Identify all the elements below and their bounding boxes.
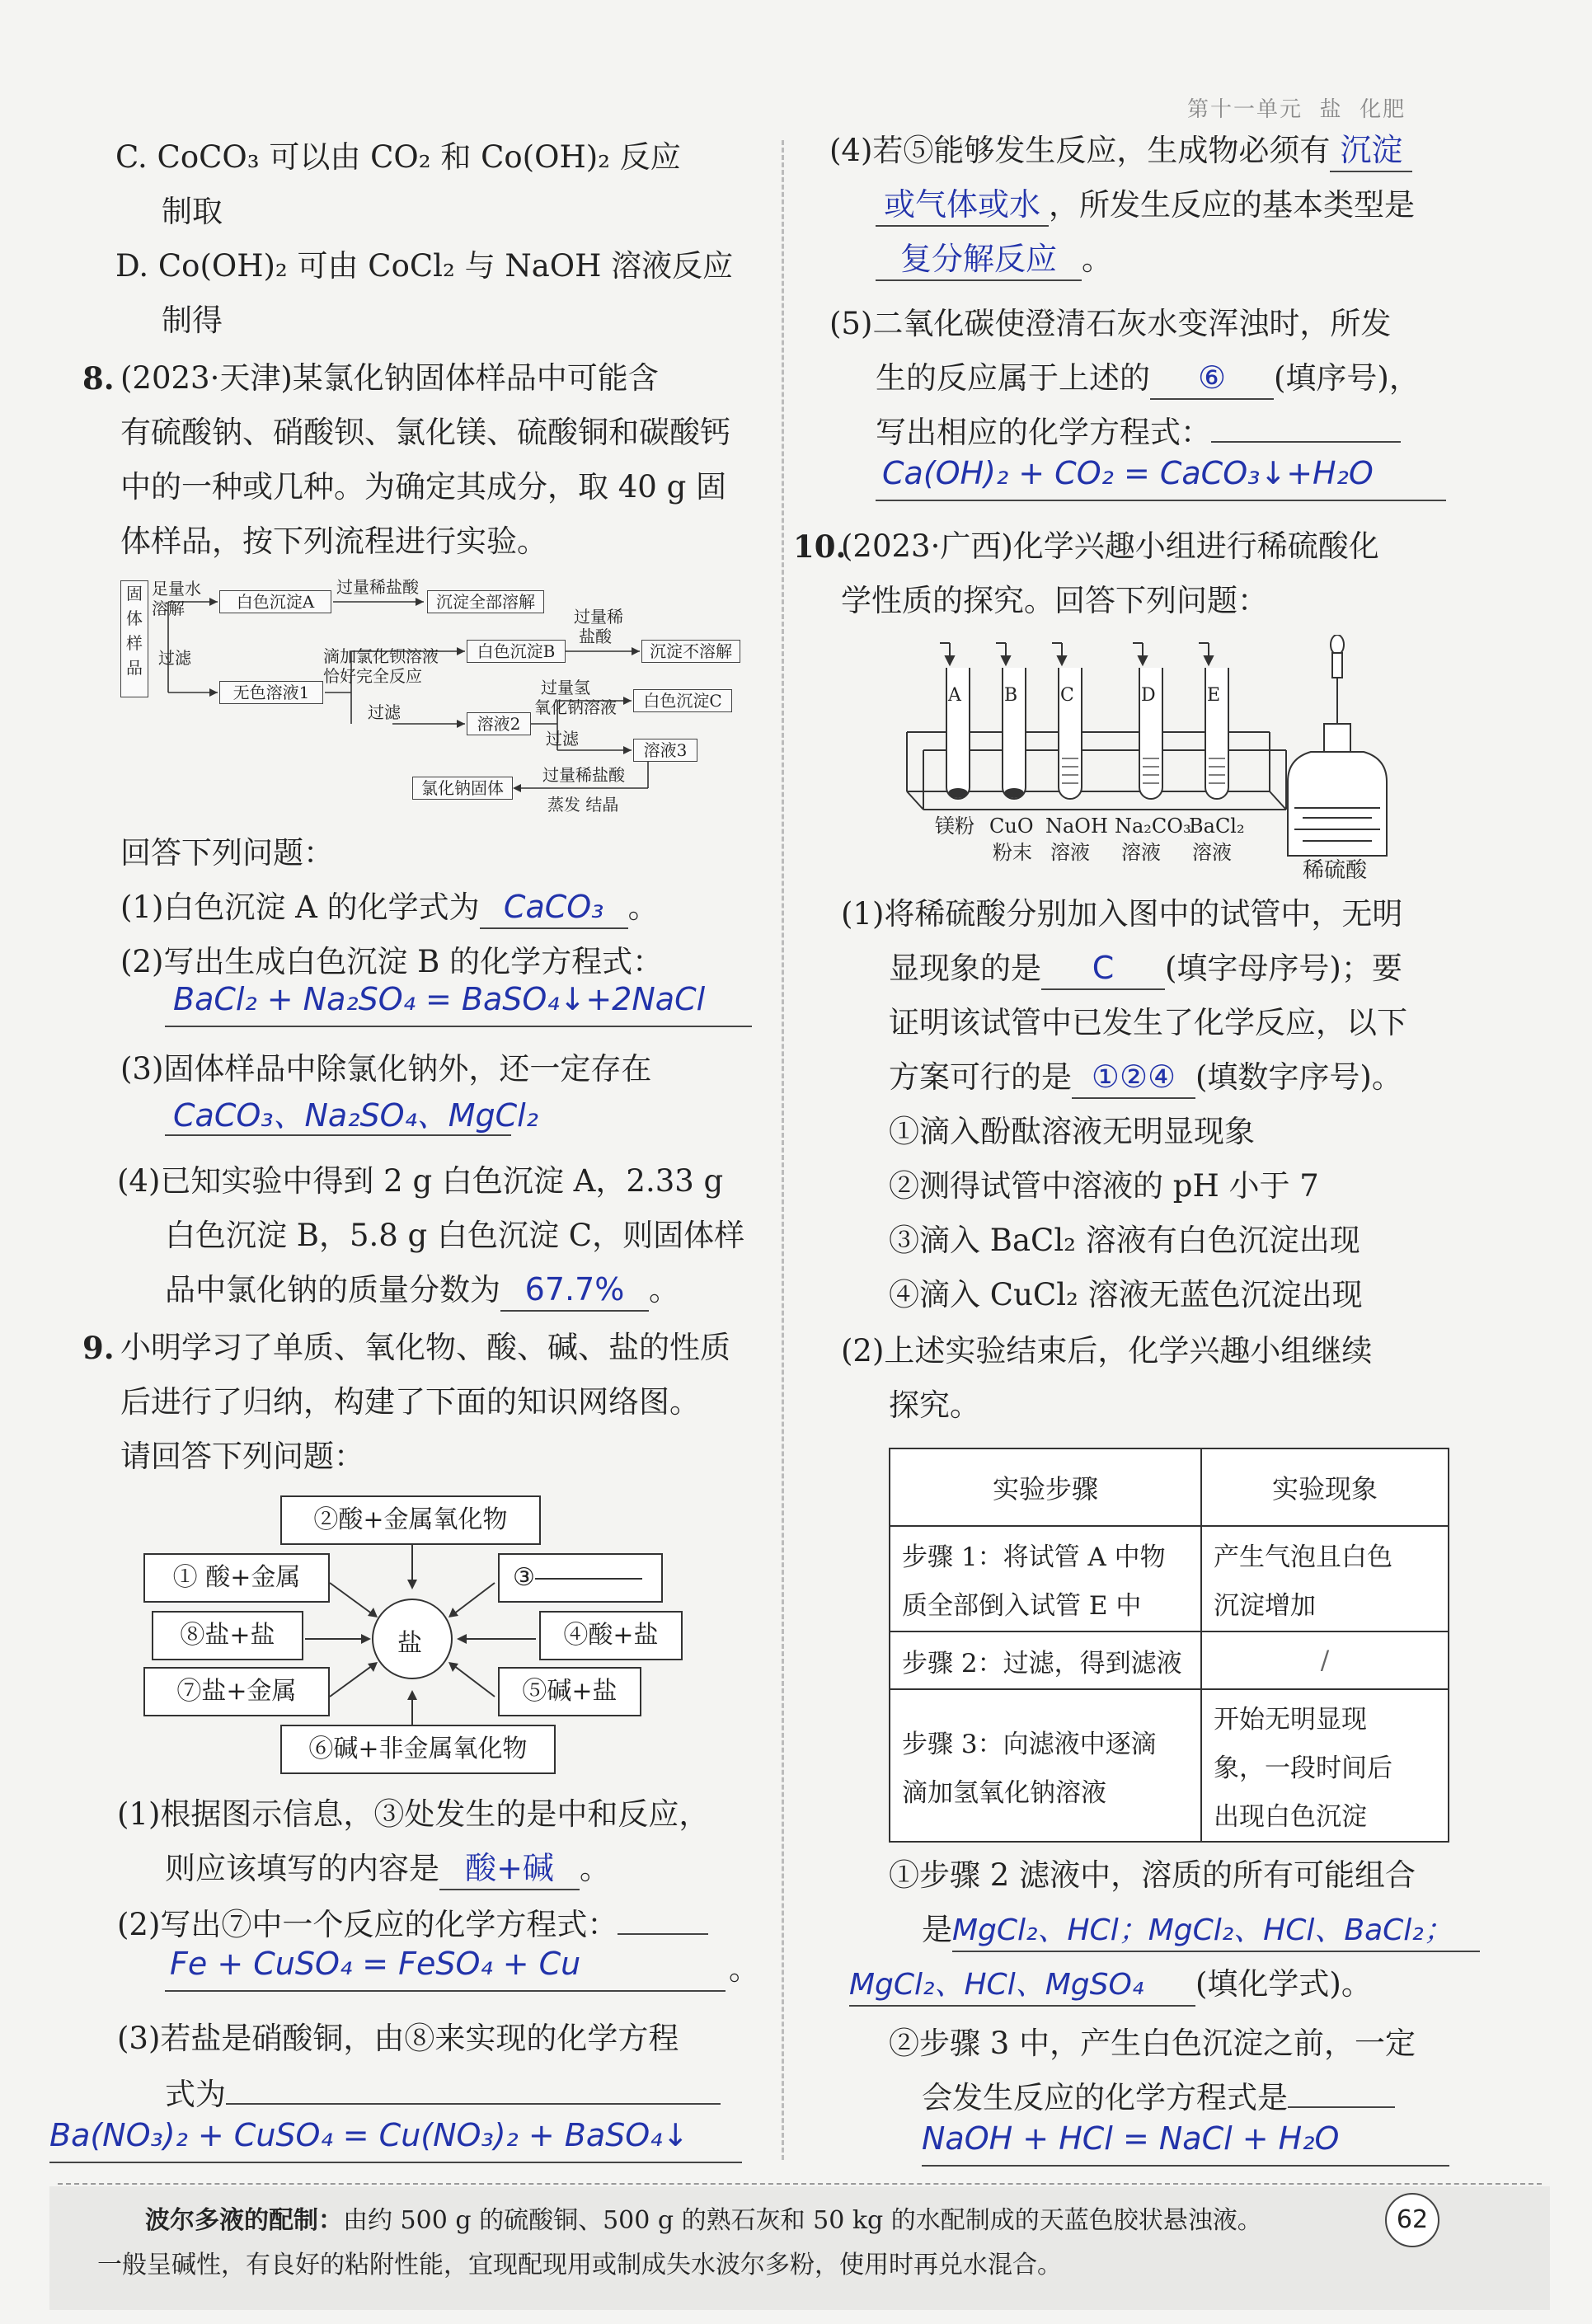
- q10-part1-text3: 方案可行的是: [889, 1059, 1072, 1095]
- q10-stem-line1: (2023·广西)化学兴趣小组进行稀硫酸化: [841, 528, 1379, 564]
- q10-answer3-line: [922, 2120, 1449, 2167]
- q10-number: 10.: [793, 528, 847, 565]
- network-node-7: ⑦盐+金属: [143, 1667, 330, 1716]
- q8-stem-line1: (2023·天津)某氯化钠固体样品中可能含: [120, 360, 659, 396]
- q8-part2: (2)写出生成白色沉淀 B 的化学方程式：: [120, 944, 664, 979]
- flow-excess-hcl2b: 盐酸: [579, 627, 612, 646]
- nacl-solid-box: 氯化钠固体: [412, 777, 513, 800]
- q10-sub2-line1: ②步骤 3 中，产生白色沉淀之前，一定: [889, 2026, 1416, 2061]
- flow-add-bacl2: 滴加氯化钡溶液: [323, 646, 439, 666]
- q7-option-c-line2: 制取: [162, 194, 223, 229]
- tube-label-e: E: [1207, 685, 1221, 706]
- q8-part4-line3-text: 品中氯化钠的质量分数为: [165, 1272, 500, 1308]
- q9-part4-text2: ，所发生反应的基本类型是: [1049, 187, 1415, 223]
- q10-option4: ④滴入 CuCl₂ 溶液无蓝色沉淀出现: [889, 1277, 1363, 1312]
- sol1-box: 无色溶液1: [219, 681, 323, 704]
- q10-sub1-text2: (填化学式)。: [1195, 1966, 1372, 2002]
- network-node-3-label: ③: [513, 1563, 535, 1592]
- q9-answer4a: 沉淀: [1340, 132, 1403, 168]
- q10-stem-line2: 学性质的探究。回答下列问题：: [841, 583, 1268, 618]
- r3-step-l1: 步骤 3：向滤液中逐滴: [902, 1729, 1157, 1759]
- q10-answer1: C: [1092, 950, 1115, 986]
- footer-text1: 由约 500 g 的硫酸铜、500 g 的熟石灰和 50 kg 的水配制成的天蓝色胶状悬浊液。: [343, 2206, 1262, 2235]
- q9-part1-text: 则应该填写的内容是: [165, 1851, 439, 1886]
- not-dissolve-box: 沉淀不溶解: [641, 640, 740, 663]
- table-row1-step: [890, 1526, 1201, 1631]
- network-node-1: ① 酸+金属: [143, 1553, 330, 1603]
- q9-part2-text: (2)写出⑦中一个反应的化学方程式：: [117, 1907, 618, 1942]
- q10-apparatus: [899, 635, 1410, 882]
- table-header-phenomena: 实验现象: [1201, 1448, 1449, 1526]
- q10-part1-line2: [889, 941, 1402, 996]
- r3-phen-l3: 出现白色沉淀: [1214, 1802, 1367, 1832]
- tube-label-d: D: [1141, 685, 1156, 706]
- q9-part5-text: 生的反应属于上述的: [876, 360, 1150, 396]
- q9-part1-line1: (1)根据图示信息，③处发生的是中和反应，: [117, 1796, 710, 1832]
- r1-step-l2: 质全部倒入试管 E 中: [902, 1591, 1142, 1621]
- q8-answer1: CaCO₃: [503, 889, 604, 925]
- flow-excess-hcl2a: 过量稀: [574, 607, 623, 627]
- q9-answer3-line: [49, 2117, 742, 2163]
- q9-part3-text: 式为: [165, 2077, 226, 2112]
- reagent-label-a: 镁粉: [935, 815, 974, 838]
- q10-sub2-text: 会发生反应的化学方程式是: [922, 2080, 1288, 2115]
- flow-evap: 蒸发 结晶: [547, 795, 619, 815]
- q10-sub2-line2: [922, 2071, 1395, 2125]
- q10-option2: ②测得试管中溶液的 pH 小于 7: [889, 1168, 1319, 1204]
- q10-part1-line1: (1)将稀硫酸分别加入图中的试管中，无明: [841, 896, 1403, 932]
- all-dissolve-box: 沉淀全部溶解: [427, 590, 544, 613]
- q7-option-c-line1: C. CoCO₃ 可以由 CO₂ 和 Co(OH)₂ 反应: [115, 139, 681, 175]
- q9-part2: [117, 1898, 708, 1952]
- column-divider: [782, 140, 784, 2160]
- reagent-label-e: BaCl₂: [1189, 815, 1245, 838]
- tube-label-b: B: [1004, 685, 1018, 706]
- q9-answer1: 酸+碱: [465, 1850, 554, 1886]
- q9-stem-line3: 请回答下列问题：: [120, 1439, 364, 1474]
- r3-phen-l1: 开始无明显现: [1214, 1705, 1367, 1735]
- q10-experiment-table: [889, 1448, 1449, 1843]
- reagent-label2-c: 溶液: [1050, 841, 1090, 864]
- q9-answer5b: Ca(OH)₂ + CO₂ = CaCO₃↓+H₂O: [882, 455, 1374, 491]
- q9-answer3: Ba(NO₃)₂ + CuSO₄ = Cu(NO₃)₂ + BaSO₄↓: [49, 2117, 689, 2153]
- r3-step-l2: 滴加氢氧化钠溶液: [902, 1777, 1106, 1808]
- sample-box: 固体样品: [120, 580, 148, 697]
- q8-part1: (1)白色沉淀 A 的化学式为 CaCO₃ 。: [120, 880, 659, 935]
- q9-answer4b: 或气体或水: [883, 186, 1040, 223]
- tube-label-c: C: [1060, 685, 1074, 706]
- q9-part4-line3: 复分解反应 。: [876, 232, 1112, 287]
- reagent-label-b: CuO: [989, 815, 1034, 838]
- q9-part5-line2: [876, 351, 1420, 406]
- q9-part1-line2: 则应该填写的内容是 酸+碱 。: [165, 1842, 610, 1896]
- q9-answer2-period: 。: [729, 1951, 759, 1987]
- q8-part4-line1: (4)已知实验中得到 2 g 白色沉淀 A，2.33 g: [117, 1163, 724, 1199]
- q9-part5-line3: [876, 406, 1401, 460]
- q10-answer2a: MgCl₂、HCl；MgCl₂、HCl、BaCl₂；: [952, 1913, 1453, 1947]
- flow-dissolve: 溶解: [152, 599, 185, 618]
- network-node-5: ⑤碱+盐: [498, 1667, 641, 1716]
- q9-answer5: ⑥: [1197, 359, 1227, 396]
- flow-just-react: 恰好完全反应: [323, 666, 422, 686]
- r1-step-l1: 步骤 1：将试管 A 中物: [902, 1542, 1166, 1572]
- q10-part2-line2: 探究。: [889, 1387, 980, 1423]
- q9-part5-text2: (填序号)，: [1274, 360, 1420, 396]
- q10-answer3: NaOH + HCl = NaCl + H₂O: [922, 2120, 1340, 2157]
- q9-part3-line1: (3)若盐是硝酸铜，由⑧来实现的化学方程: [117, 2021, 679, 2056]
- q10-sub1-line3: [849, 1957, 1372, 2012]
- sol3-box: 溶液3: [633, 739, 697, 762]
- q10-part2-line1: (2)上述实验结束后，化学兴趣小组继续: [841, 1333, 1373, 1369]
- tube-label-a: A: [948, 685, 961, 706]
- q8-answer2-line: [165, 981, 752, 1027]
- q10-option3: ③滴入 BaCl₂ 溶液有白色沉淀出现: [889, 1223, 1360, 1258]
- q10-part1-text: 显现象的是: [889, 951, 1041, 986]
- q8-prompt: 回答下列问题：: [120, 835, 334, 871]
- tubes: [946, 668, 1228, 799]
- network-node-8: ⑧盐+盐: [152, 1611, 303, 1660]
- q8-answer3: CaCO₃、Na₂SO₄、MgCl₂: [173, 1097, 538, 1134]
- table-row3-phen: [1201, 1689, 1449, 1842]
- q8-answer2: BaCl₂ + Na₂SO₄ = BaSO₄↓+2NaCl: [173, 981, 706, 1017]
- network-node-2: ②酸+金属氧化物: [280, 1495, 541, 1545]
- q7-option-d-line2: 制得: [162, 303, 223, 338]
- flow-filter3: 过滤: [546, 729, 579, 749]
- q8-part3: (3)固体样品中除氯化钠外，还一定存在: [120, 1051, 652, 1087]
- q10-part1-line4: [889, 1050, 1402, 1105]
- flow-excess-hcl3: 过量稀盐酸: [542, 765, 625, 785]
- q10-part1-line3: 证明该试管中已发生了化学反应，以下: [889, 1005, 1407, 1040]
- q9-part4-text: (4)若⑤能够发生反应，生成物必须有: [829, 133, 1331, 168]
- q8-part4-line3: 品中氯化钠的质量分数为 67.7% 。: [165, 1263, 679, 1317]
- q9-part3-line2: [165, 2068, 721, 2122]
- q9-part4-line1: [829, 124, 1412, 178]
- q8-number: 8.: [82, 360, 115, 397]
- q10-sub1-line1: ①步骤 2 滤液中，溶质的所有可能组合: [889, 1857, 1416, 1893]
- footer-line2: 一般呈碱性，有良好的粘附性能，宜现配现用或制成失水波尔多粉，使用时再兑水混合。: [97, 2251, 1062, 2279]
- q9-answer4c: 复分解反应: [899, 241, 1057, 277]
- ppt-b-box: 白色沉淀B: [467, 640, 566, 663]
- network-center: 盐: [397, 1629, 422, 1658]
- ppt-c-box: 白色沉淀C: [633, 689, 732, 712]
- q8-stem-line4: 体样品，按下列流程进行实验。: [120, 523, 547, 559]
- page-header: 第十一单元 盐 化肥: [1187, 97, 1407, 122]
- q8-stem-line2: 有硫酸钠、硝酸钡、氯化镁、硫酸铜和碳酸钙: [120, 415, 730, 450]
- flow-excess-hcl: 过量稀盐酸: [336, 577, 419, 597]
- table-row2-phen: /: [1201, 1631, 1449, 1689]
- q7-option-d-line1: D. Co(OH)₂ 可由 CoCl₂ 与 NaOH 溶液反应: [115, 248, 734, 284]
- r3-phen-l2: 象，一段时间后: [1214, 1754, 1392, 1783]
- q9-stem-line1: 小明学习了单质、氧化物、酸、碱、盐的性质: [120, 1330, 730, 1365]
- reagent-label2-e: 溶液: [1192, 841, 1232, 864]
- q8-part1-text: (1)白色沉淀 A 的化学式为: [120, 890, 480, 925]
- dropper-bottle: [1288, 635, 1387, 856]
- reagent-label-c: NaOH: [1045, 815, 1108, 838]
- table-row1-phen: [1201, 1526, 1449, 1631]
- flow-excess-naoh2: 氧化钠溶液: [534, 697, 617, 717]
- q8-stem-line3: 中的一种或几种。为确定其成分，取 40 g 固: [120, 469, 727, 505]
- q10-part1-text2: (填字母序号)；要: [1165, 951, 1402, 986]
- network-node-4: ④酸+盐: [539, 1611, 683, 1660]
- q8-answer3-line: [165, 1090, 538, 1136]
- q9-answer5b-line: [876, 455, 1446, 501]
- q9-stem-line2: 后进行了归纳，构建了下面的知识网络图。: [120, 1384, 700, 1420]
- reagent-label2-d: 溶液: [1121, 841, 1161, 864]
- flow-filter2: 过滤: [368, 702, 401, 722]
- r1-phen-l2: 沉淀增加: [1214, 1591, 1316, 1621]
- q10-answer1b: ①②④: [1091, 1059, 1176, 1095]
- bottle-label: 稀硫酸: [1303, 858, 1368, 883]
- q10-option1: ①滴入酚酞溶液无明显现象: [889, 1114, 1255, 1149]
- q9-network: [140, 1491, 701, 1779]
- sol2-box: 溶液2: [467, 712, 531, 735]
- q8-part4-line2: 白色沉淀 B，5.8 g 白色沉淀 C，则固体样: [165, 1218, 745, 1253]
- r1-phen-l1: 产生气泡且白色: [1214, 1542, 1392, 1572]
- q9-part5-text3: 写出相应的化学方程式：: [876, 415, 1211, 450]
- table-header-steps: 实验步骤: [890, 1448, 1201, 1526]
- table-row2-step: 步骤 2：过滤，得到滤液: [890, 1631, 1201, 1689]
- q10-answer2b: MgCl₂、HCl、MgSO₄: [849, 1968, 1144, 2002]
- q9-answer2: Fe + CuSO₄ = FeSO₄ + Cu: [170, 1946, 581, 1982]
- q9-part5-line1: (5)二氧化碳使澄清石灰水变浑浊时，所发: [829, 306, 1392, 341]
- flow-add-water: 足量水: [152, 579, 201, 599]
- table-row3-step: [890, 1689, 1201, 1842]
- flow-excess-naoh1: 过量氢: [541, 678, 590, 697]
- q10-sub1-line2: [922, 1903, 1480, 1957]
- q10-part1-text4: (填数字序号)。: [1195, 1059, 1402, 1095]
- q9-answer2-line: [165, 1946, 726, 1992]
- network-node-3: [498, 1553, 663, 1603]
- footer-divider: [58, 2183, 1542, 2185]
- footer-title: 波尔多液的配制：: [145, 2206, 343, 2235]
- q8-flowchart: [120, 577, 747, 816]
- reagent-label-d: Na₂CO₃: [1115, 815, 1191, 838]
- footer-line1: [145, 2200, 1262, 2236]
- q10-sub1-text: 是: [922, 1912, 952, 1947]
- flow-filter1: 过滤: [158, 648, 191, 668]
- q9-part4-line2: [876, 178, 1415, 232]
- q8-answer4: 67.7%: [524, 1271, 625, 1308]
- network-node-6: ⑥碱+非金属氧化物: [280, 1725, 556, 1774]
- reagent-label2-b: 粉末: [993, 841, 1032, 864]
- q9-number: 9.: [82, 1330, 115, 1366]
- page-number: 62: [1385, 2193, 1439, 2247]
- ppt-a-box: 白色沉淀A: [219, 590, 331, 613]
